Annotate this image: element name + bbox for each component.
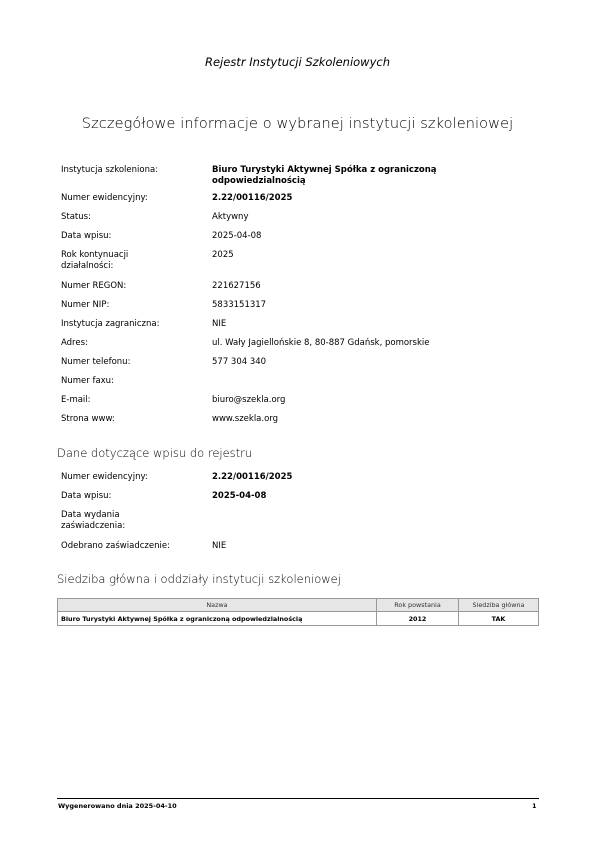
detail-value: 221627156 [212,281,261,291]
registry-value: 2025-04-08 [212,491,267,501]
footer-generated-date: Wygenerowano dnia 2025-04-10 [58,802,177,810]
detail-value: 5833151317 [212,300,267,310]
detail-label: Numer REGON: [61,281,127,291]
detail-label: Numer ewidencyjny: [61,193,148,203]
offices-section-heading: Siedziba główna i oddziały instytucji szkoleniowej [57,572,341,586]
registry-section-heading: Dane dotyczące wpisu do rejestru [57,446,253,460]
registry-label: Odebrano zaświadczenie: [61,541,170,551]
column-header-name: Nazwa [58,599,377,612]
detail-value: Biuro Turystyki Aktywnej Spółka z ograniczoną odpowiedzialnością [212,165,437,186]
column-header-year: Rok powstania [377,599,459,612]
registry-label: Numer ewidencyjny: [61,472,148,482]
detail-value: 2.22/00116/2025 [212,193,293,203]
website-link[interactable]: www.szekla.org [212,414,279,424]
registry-label: Data wydania zaświadczenia: [61,510,126,531]
table-header-row [58,599,539,612]
offices-table [57,598,539,626]
registry-value: 2.22/00116/2025 [212,472,293,482]
detail-label: Strona www: [61,414,115,424]
detail-label: Numer telefonu: [61,357,131,367]
page-title: Szczegółowe informacje o wybranej instytucji szkoleniowej [81,116,514,132]
detail-value: 2025 [212,250,234,260]
detail-value: 577 304 340 [212,357,267,367]
detail-label: Instytucja szkoleniona: [61,165,159,175]
detail-value: NIE [212,319,227,329]
column-header-headquarters: Siedziba główna [459,599,539,612]
registry-value: NIE [212,541,227,551]
email-link[interactable]: biuro@szekla.org [212,395,286,405]
detail-label: E-mail: [61,395,91,405]
detail-label: Adres: [61,338,88,348]
footer-page-number: 1 [532,802,537,810]
office-name-cell: Biuro Turystyki Aktywnej Spółka z ograniczoną odpowiedzialnością [58,612,377,626]
detail-label: Status: [61,212,91,222]
detail-label: Rok kontynuacji działalności: [61,250,129,271]
table-row [58,612,539,626]
detail-value: ul. Wały Jagiellońskie 8, 80-887 Gdańsk, pomorskie [212,338,430,348]
detail-label: Numer NIP: [61,300,110,310]
detail-value: 2025-04-08 [212,231,262,241]
document-header-title: Rejestr Instytucji Szkoleniowych [204,55,391,69]
registry-label: Data wpisu: [61,491,112,501]
detail-label: Numer faxu: [61,376,114,386]
detail-label: Instytucja zagraniczna: [61,319,160,329]
office-headquarters-cell: TAK [459,612,539,626]
office-year-cell: 2012 [377,612,459,626]
detail-value: Aktywny [212,212,249,222]
detail-label: Data wpisu: [61,231,112,241]
footer-divider [57,798,539,799]
